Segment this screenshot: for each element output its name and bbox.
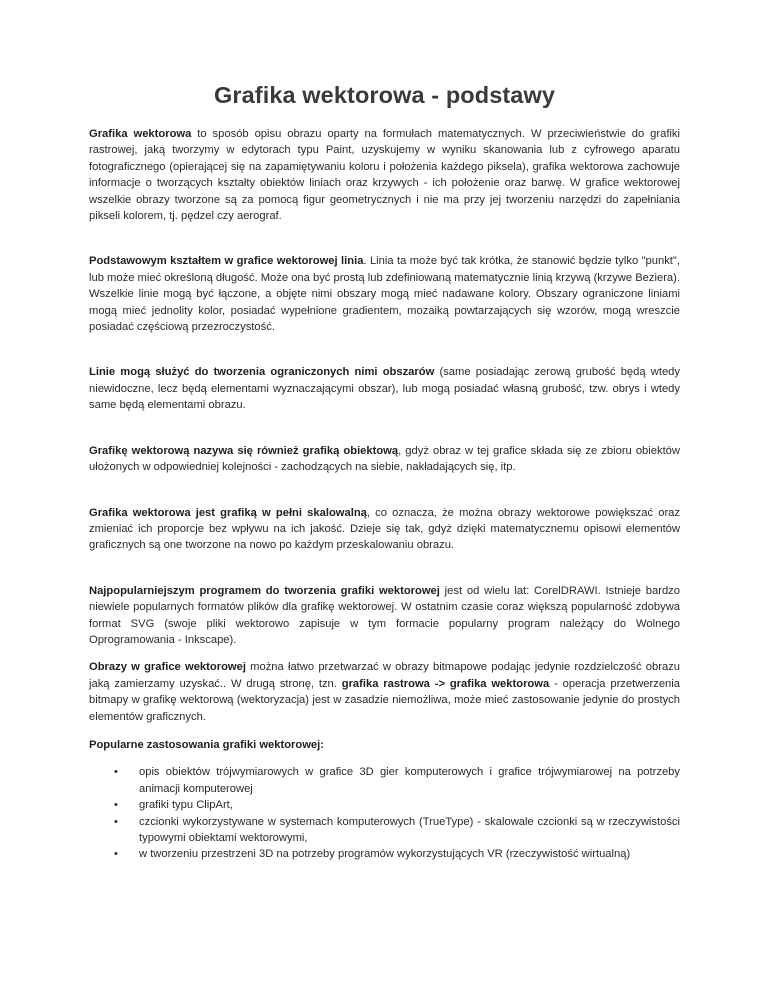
paragraph-conversion bbox=[89, 659, 680, 725]
paragraph-scalability bbox=[89, 505, 680, 554]
paragraph-lead: Najpopularniejszym programem do tworzenia grafiki wektorowej bbox=[89, 584, 440, 597]
paragraph-lead: Grafika wektorowa bbox=[89, 128, 192, 140]
paragraph-body: , co oznacza, że można obrazy wektorowe powiększać oraz zmieniać ich proporcje bez wpływu na ich jakość. Dzieje się tak, gdyż dzięki matematycznemu opisowi elementów graficznych są one tworzone na nowo po każdym przeskalowaniu obrazu. bbox=[89, 506, 680, 552]
list-item-text: opis obiektów trójwymiarowych w grafice 3D gier komputerowych i grafice trójwymiarowej na potrzeby animacji komputerowej bbox=[139, 766, 680, 795]
list-item bbox=[89, 814, 680, 847]
list-item bbox=[89, 797, 680, 813]
paragraph-body: jest od wielu lat: CorelDRAWI. Istnieje bardzo niewiele popularnych formatów plików dla grafikę wektorowej. W ostatnim czasie coraz większą popularność zdobywa format SVG (swoje pliki wektorowo zapisuje w tym formacie popularny program należący do Wolnego Oprogramowania - Inkscape). bbox=[89, 584, 680, 646]
bullet-icon: • bbox=[114, 766, 118, 779]
uses-list bbox=[89, 764, 680, 862]
paragraph-lead: Grafika wektorowa jest grafiką w pełni skalowalną bbox=[89, 506, 367, 519]
list-item-text: czcionki wykorzystywane w systemach komputerowych (TrueType) - skalowale czcionki są w rzeczywistości typowymi obiektami wektorowymi, bbox=[139, 815, 680, 844]
bullet-icon: • bbox=[114, 799, 118, 812]
document-title: Grafika wektorowa - podstawy bbox=[213, 82, 556, 108]
list-item-text: w tworzeniu przestrzeni 3D na potrzeby programów wykorzystujących VR (rzeczywistość wirtualną) bbox=[139, 848, 631, 861]
paragraph-object-graphics bbox=[89, 443, 680, 476]
paragraph-body: , gdyż obraz w tej grafice składa się ze zbioru obiektów ułożonych w odpowiedniej kolejności - zachodzących na siebie, nakładających się, itp. bbox=[89, 444, 680, 474]
paragraph-body: . Linia ta może być tak krótka, że stanowić będzie tylko "punkt", lub może mieć określoną długość. Może ona być prostą lub zdefiniowaną matematycznie linią krzywą (krzywe Beziera). Wszelkie linie mogą być łączone, a objęte nimi obszary mogą mieć nadawane kolory. Obszary ograniczone liniami mogą mieć jednolity kolor, posiadać wypełnione gradientem, mozaiką powtarzających się wzorów, mogą wreszcie posiadać częściową przezroczystość. bbox=[89, 255, 680, 334]
paragraph-body: można łatwo przetwarzać w obrazy bitmapowe podając jedynie rozdzielczość obrazu jaką zamierzamy uzyskać.. W drugą stronę, tzn. bbox=[89, 661, 680, 690]
paragraph-programs bbox=[89, 583, 680, 649]
uses-heading: Popularne zastosowania grafiki wektorowej: bbox=[89, 738, 324, 751]
paragraph-lines-areas bbox=[89, 364, 680, 413]
paragraph-emphasis: grafika rastrowa -> grafika wektorowa bbox=[341, 677, 550, 690]
paragraph-body: (same posiadając zerową grubość będą wtedy niewidoczne, lecz będą elementami wyznaczającymi obszar), lub mogą posiadać własną grubość, tzw. obrys i wtedy same będą elementami obrazu. bbox=[89, 366, 680, 412]
paragraph-definition bbox=[89, 126, 680, 224]
bullet-icon: • bbox=[114, 848, 118, 861]
list-item bbox=[89, 764, 680, 797]
list-item-text: grafiki typu ClipArt, bbox=[139, 799, 233, 812]
list-item bbox=[89, 846, 680, 862]
paragraph-basic-shape bbox=[89, 253, 680, 335]
paragraph-body: to sposób opisu obrazu oparty na formułach matematycznych. W przeciwieństwie do grafiki rastrowej, jaką tworzymy w edytorach typu Paint, uzyskujemy w wyniku skanowania lub z cyfrowego aparatu fotograficznego (opierającej się na zapamiętywaniu koloru i położenia każdego piksela), grafika wektorowa zachowuje informacje o tworzących kształty obiektów liniach oraz krzywych - ich położenie oraz barwę. W grafice wektorowej wszelkie obrazy tworzone są za pomocą figur geometrycznych i nie ma przy jej tworzeniu narzędzi do zapełniania pikseli kolorem, tj. pędzel czy aerograf. bbox=[89, 128, 680, 223]
paragraph-lead: Podstawowym kształtem w grafice wektorowej linia bbox=[89, 255, 364, 268]
paragraph-lead: Obrazy w grafice wektorowej bbox=[89, 661, 246, 674]
paragraph-lead: Grafikę wektorową nazywa się również grafiką obiektową bbox=[89, 444, 399, 457]
document-page bbox=[89, 0, 680, 863]
bullet-icon: • bbox=[114, 815, 118, 828]
paragraph-lead: Linie mogą służyć do tworzenia ograniczonych nimi obszarów bbox=[89, 366, 435, 379]
paragraph-body-continued: - operacja przetwerzenia bitmapy w grafikę wektorową (wektoryzacja) jest w zasadzie niemożliwa, może mieć zastosowanie jedynie do prostych elementów graficznych. bbox=[89, 677, 680, 723]
